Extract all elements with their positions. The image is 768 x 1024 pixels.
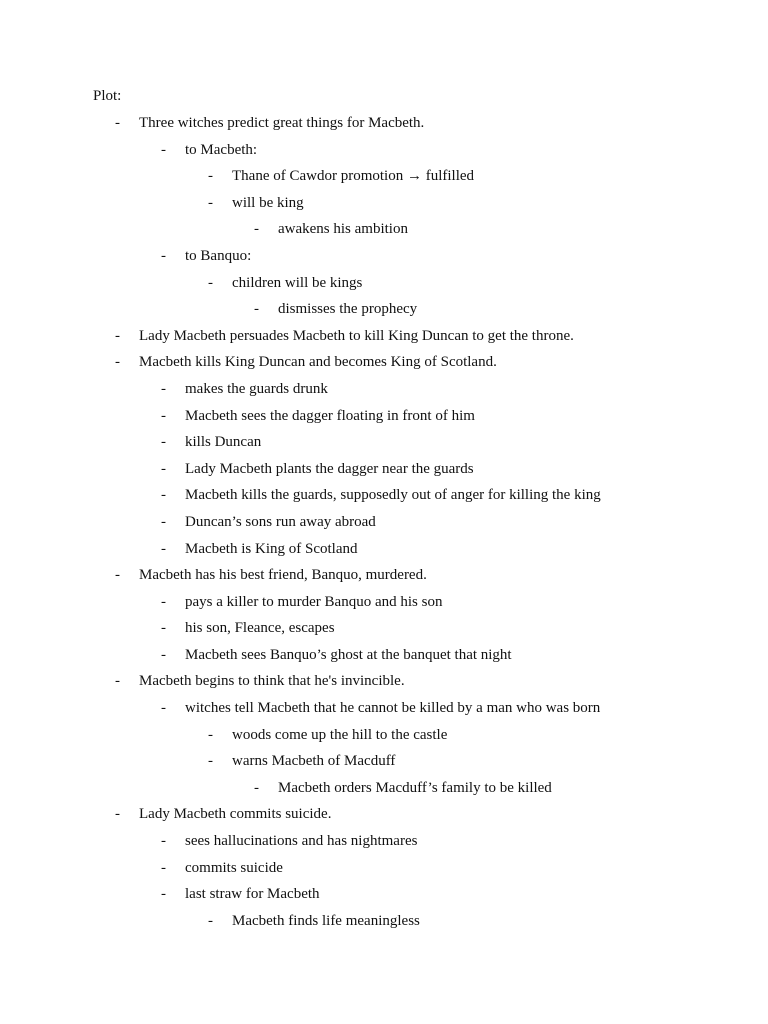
outline-item-text: Macbeth is King of Scotland (185, 540, 358, 557)
outline-item-text: sees hallucinations and has nightmares (185, 833, 418, 850)
outline-item (0, 512, 768, 539)
bullet-dash: - (115, 567, 120, 584)
outline-item (0, 884, 768, 911)
bullet-dash: - (161, 380, 166, 397)
bullet-dash: - (115, 327, 120, 344)
bullet-dash: - (115, 806, 120, 823)
outline-item (0, 592, 768, 619)
outline-item-text: Macbeth finds life meaningless (232, 912, 420, 929)
outline-item (0, 406, 768, 433)
bullet-dash: - (161, 593, 166, 610)
outline-item-text: Macbeth sees Banquo’s ghost at the banquet that night (185, 646, 512, 663)
outline-item-text: makes the guards drunk (185, 380, 328, 397)
outline-item-text: Macbeth sees the dagger floating in front of him (185, 407, 475, 424)
outline-item (0, 804, 768, 831)
bullet-dash: - (208, 912, 213, 929)
outline-item (0, 273, 768, 300)
outline-item (0, 858, 768, 885)
bullet-dash: - (161, 886, 166, 903)
outline-item (0, 432, 768, 459)
bullet-dash: - (161, 833, 166, 850)
outline-item-text: Lady Macbeth plants the dagger near the guards (185, 460, 474, 477)
outline-item-text: Duncan’s sons run away abroad (185, 513, 376, 530)
bullet-dash: - (254, 221, 259, 238)
outline-item-text: Macbeth has his best friend, Banquo, murdered. (139, 567, 427, 584)
bullet-dash: - (161, 700, 166, 717)
bullet-dash: - (254, 301, 259, 318)
outline-item (0, 778, 768, 805)
outline-item-text: Macbeth kills the guards, supposedly out of anger for killing the king (185, 487, 601, 504)
bullet-dash: - (115, 673, 120, 690)
bullet-dash: - (161, 247, 166, 264)
outline-item-text: commits suicide (185, 859, 283, 876)
outline-item (0, 140, 768, 167)
outline-item (0, 326, 768, 353)
outline-item (0, 618, 768, 645)
outline-item-text: kills Duncan (185, 434, 262, 451)
outline-item (0, 219, 768, 246)
outline-item (0, 113, 768, 140)
plot-outline (0, 113, 768, 937)
bullet-dash: - (208, 726, 213, 743)
outline-item (0, 565, 768, 592)
outline-item-text: to Macbeth: (185, 141, 258, 158)
outline-item-text: children will be kings (232, 274, 363, 291)
outline-item (0, 193, 768, 220)
bullet-dash: - (161, 646, 166, 663)
outline-item (0, 831, 768, 858)
bullet-dash: - (161, 434, 166, 451)
outline-item (0, 459, 768, 486)
outline-item (0, 246, 768, 273)
outline-item-text: his son, Fleance, escapes (185, 620, 335, 637)
bullet-dash: - (115, 115, 120, 131)
outline-item-text: will be king (232, 194, 304, 211)
outline-item-text: witches tell Macbeth that he cannot be killed by a man who was born (185, 700, 601, 717)
bullet-dash: - (161, 460, 166, 477)
outline-item-text: Macbeth orders Macduff’s family to be killed (278, 779, 552, 796)
outline-item (0, 645, 768, 672)
outline-item-text: woods come up the hill to the castle (232, 726, 448, 743)
page-title: Plot: (93, 88, 122, 104)
outline-item-text: Macbeth kills King Duncan and becomes King of Scotland. (139, 354, 497, 371)
outline-item (0, 299, 768, 326)
bullet-dash: - (161, 540, 166, 557)
outline-item-text: Macbeth begins to think that he's invincible. (139, 673, 405, 690)
bullet-dash: - (115, 354, 120, 371)
outline-item (0, 485, 768, 512)
outline-item (0, 352, 768, 379)
outline-item-text: warns Macbeth of Macduff (232, 753, 396, 770)
outline-item-text: pays a killer to murder Banquo and his son (185, 593, 443, 610)
bullet-dash: - (254, 779, 259, 796)
outline-item (0, 725, 768, 752)
bullet-dash: - (161, 487, 166, 504)
bullet-dash: - (161, 859, 166, 876)
outline-item-text: awakens his ambition (278, 221, 408, 238)
outline-item (0, 911, 768, 938)
outline-item-text: last straw for Macbeth (185, 886, 320, 903)
outline-item (0, 539, 768, 566)
bullet-dash: - (161, 513, 166, 530)
outline-item-text: Thane of Cawdor promotion → fulfilled (232, 168, 475, 185)
bullet-dash: - (208, 274, 213, 291)
bullet-dash: - (161, 620, 166, 637)
outline-item-text: Three witches predict great things for Macbeth. (139, 115, 425, 131)
outline-item (0, 166, 768, 193)
bullet-dash: - (208, 194, 213, 211)
bullet-dash: - (161, 141, 166, 158)
bullet-dash: - (208, 168, 213, 185)
outline-item (0, 671, 768, 698)
bullet-dash: - (161, 407, 166, 424)
outline-item-text: Lady Macbeth persuades Macbeth to kill King Duncan to get the throne. (139, 327, 574, 344)
outline-item (0, 698, 768, 725)
outline-item-text: Lady Macbeth commits suicide. (139, 806, 332, 823)
outline-item-text: to Banquo: (185, 247, 252, 264)
outline-item (0, 751, 768, 778)
outline-item (0, 379, 768, 406)
outline-item-text: dismisses the prophecy (278, 301, 418, 318)
bullet-dash: - (208, 753, 213, 770)
